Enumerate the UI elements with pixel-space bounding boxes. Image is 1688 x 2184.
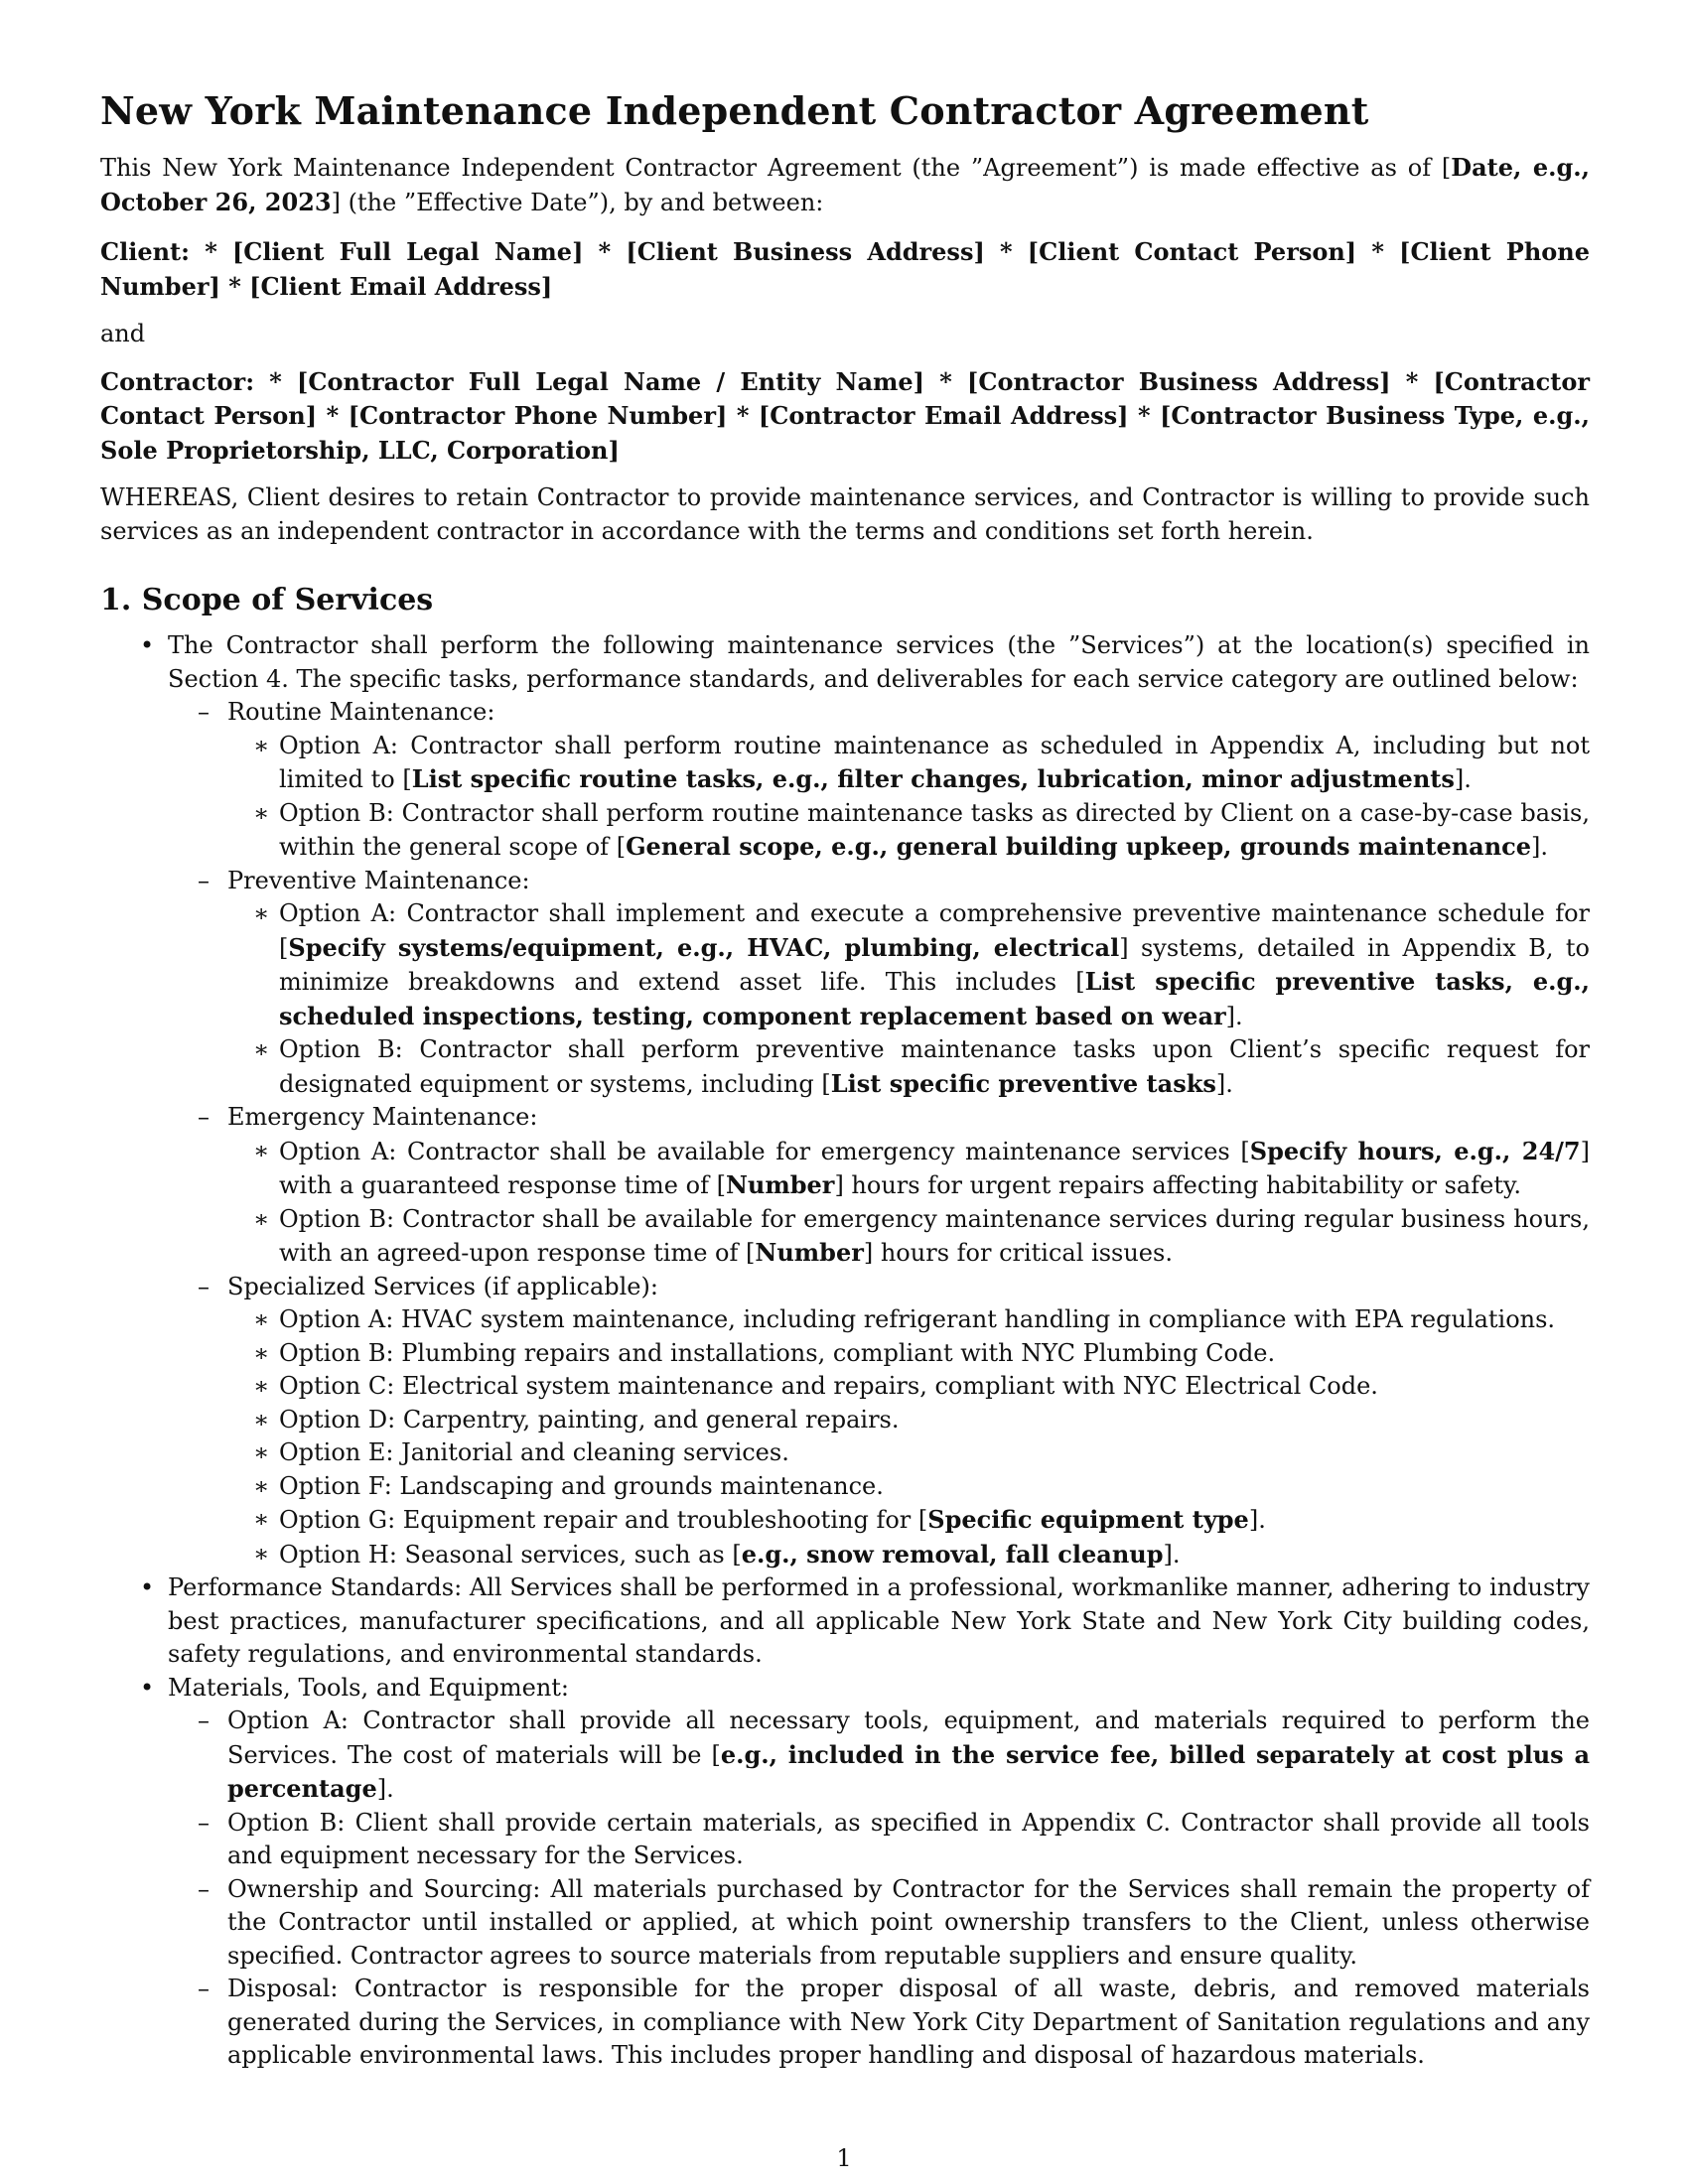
contractor-block — [100, 365, 1590, 469]
list-item: ∗ Option B: Plumbing repairs and installations, compliant with NYC Plumbing Code. — [227, 1337, 1590, 1371]
list-item: – Option B: Client shall provide certain materials, as specified in Appendix C. Contractor shall provide all tools and equipment necessary for the Services. — [198, 1808, 1590, 1869]
intro-paragraph: This New York Maintenance Independent Contractor Agreement (the ”Agreement”) is made effective as of [Date, e.g., October 26, 2023] (the ”Effective Date”), by and between: — [100, 153, 1590, 216]
list-item: ∗ Option B: Contractor shall be available for emergency maintenance services during regular business hours, with an agreed-upon response time of [Number] hours for critical issues. — [253, 1204, 1590, 1267]
star-marker: ∗ — [253, 1471, 270, 1500]
star-marker: ∗ — [253, 1372, 270, 1400]
section-heading-scope: 1. Scope of Services — [100, 583, 434, 617]
list-item: – Emergency Maintenance: ∗ Option A: Contractor shall be available for emergency maintenance services [Specify hours, e.g., 24/7] with a guaranteed response time of [Number] hours for urgent repairs affecting habitability or safety. ∗ Option B: Contractor shall be available for emergency maintenance services during regular business hours, with an agreed-upon response time of [Number] hours for critical issues. — [168, 1101, 1590, 1271]
client-details: * [Client Full Legal Name] * [Client Business Address] * [Client Contact Person] * [Client Phone Number] * [Client Email Address] — [100, 237, 1591, 301]
star-marker: ∗ — [253, 899, 270, 927]
star-marker: ∗ — [253, 1136, 270, 1164]
dash-marker: – — [198, 698, 210, 726]
dash-marker: – — [198, 866, 210, 894]
dash-marker: – — [198, 1272, 210, 1300]
list-item: ∗ Option B: Contractor shall perform preventive maintenance tasks upon Client’s specific request for designated equipment or systems, including [List specific preventive tasks]. — [253, 1035, 1590, 1098]
list-item: ∗ Option A: Contractor shall implement and execute a comprehensive preventive maintenance schedule for [Specify systems/equipment, e.g., HVAC, plumbing, electrical] systems, detailed in Appendix B, to minimize breakdowns and extend asset life. This includes [List specific preventive tasks, e.g., scheduled inspections, testing, component replacement based on wear]. — [253, 899, 1591, 1030]
bullet-marker: • — [140, 631, 155, 659]
star-marker: ∗ — [253, 798, 270, 827]
contractor-label: Contractor: — [100, 366, 255, 396]
list-item: ∗ Option B: Contractor shall perform routine maintenance tasks as directed by Client on a case-by-case basis, within the general scope of [General scope, e.g., general building upkeep, grounds maintenance]. — [253, 798, 1590, 861]
list-item: ∗ Option A: HVAC system maintenance, including refrigerant handling in compliance with EPA regulations. — [227, 1303, 1590, 1337]
list-item: • Materials, Tools, and Equipment: – Option A: Contractor shall provide all necessary tools, equipment, and materials required to perform the Services. The cost of materials will be [e.g., included in the service fee, billed separately at cost plus a percentage]. – Option B: Client shall provide certain materials, as specified in Appendix C. Contractor shall provide all tools and equipment necessary for the Services. – Ownership and Sourcing: All materials purchased by Contractor for the Services shall remain the property of the Contractor until installed or applied, at which point ownership transfers to the Client, unless otherwise specified. Contractor agrees to source materials from reputable suppliers and ensure quality. – Disposal: Contractor is responsible for the proper disposal of all waste, debris, and removed materials generated during the Services, in compliance with New York City Department of Sanitation regulations and any applicable environmental laws. This includes proper handling and disposal of hazardous materials. — [100, 1672, 1590, 2073]
dash-marker: – — [198, 1103, 210, 1131]
list-item: ∗ Option G: Equipment repair and troubleshooting for [Specific equipment type]. — [227, 1503, 1590, 1538]
list-item: ∗ Option H: Seasonal services, such as [e.g., snow removal, fall cleanup]. — [227, 1538, 1590, 1572]
document-title: New York Maintenance Independent Contractor Agreement — [100, 88, 1369, 133]
list-item: – Preventive Maintenance: ∗ Option A: Contractor shall implement and execute a comprehensive preventive maintenance schedule for [Specify systems/equipment, e.g., HVAC, plumbing, electrical] systems, detailed in Appendix B, to minimize breakdowns and extend asset life. This includes [List specific preventive tasks, e.g., scheduled inspections, testing, component replacement based on wear]. ∗ Option B: Contractor shall perform preventive maintenance tasks upon Client’s specific request for designated equipment or systems, including [List specific preventive tasks]. — [168, 865, 1590, 1102]
list-item: ∗ Option A: Contractor shall be available for emergency maintenance services [Specify hours, e.g., 24/7] with a guaranteed response time of [Number] hours for urgent repairs affecting habitability or safety. — [253, 1136, 1590, 1199]
list-item: – Option A: Contractor shall provide all necessary tools, equipment, and materials required to perform the Services. The cost of materials will be [e.g., included in the service fee, billed separately at cost plus a percentage]. — [198, 1706, 1590, 1803]
dash-marker: – — [198, 1808, 210, 1837]
star-marker: ∗ — [253, 1405, 270, 1433]
star-marker: ∗ — [253, 1035, 270, 1063]
star-marker: ∗ — [253, 1338, 270, 1367]
document-body — [100, 81, 1590, 2073]
star-marker: ∗ — [253, 1305, 270, 1333]
dash-marker: – — [198, 1874, 210, 1903]
list-item: • Performance Standards: All Services shall be performed in a professional, workmanlike manner, adhering to industry best practices, manufacturer specifications, and all applicable New York State and New York City building codes, safety regulations, and environmental standards. — [140, 1573, 1590, 1668]
page-number: 1 — [836, 2144, 852, 2172]
list-item: – Routine Maintenance: ∗ Option A: Contractor shall perform routine maintenance as scheduled in Appendix A, including but not limited to [List specific routine tasks, e.g., filter changes, lubrication, minor adjustments]. ∗ Option B: Contractor shall perform routine maintenance tasks as directed by Client on a case-by-case basis, within the general scope of [General scope, e.g., general building upkeep, grounds maintenance]. — [168, 696, 1590, 865]
star-marker: ∗ — [253, 731, 270, 759]
star-marker: ∗ — [253, 1505, 270, 1533]
star-marker: ∗ — [253, 1204, 270, 1233]
list-item: – Specialized Services (if applicable): ∗ Option A: HVAC system maintenance, including refrigerant handling in compliance with EPA regulations. ∗ Option B: Plumbing repairs and installations, compliant with NYC Plumbing Code. ∗ Option C: Electrical system maintenance and repairs, compliant with NYC Electrical Code. ∗ Option D: Carpentry, painting, and general repairs. ∗ Option E: Janitorial and cleaning services. ∗ Option F: Landscaping and grounds maintenance. ∗ Option G: Equipment repair and troubleshooting for [Specific equipment type]. ∗ Option H: Seasonal services, such as [e.g., snow removal, fall cleanup]. — [168, 1271, 1590, 1572]
dash-marker: – — [198, 1706, 210, 1734]
star-marker: ∗ — [253, 1438, 270, 1466]
service-categories-list — [168, 696, 1590, 1571]
list-item: ∗ Option E: Janitorial and cleaning services. — [227, 1436, 1590, 1470]
list-item: ∗ Option C: Electrical system maintenance and repairs, compliant with NYC Electrical Code. — [227, 1370, 1590, 1404]
list-item: – Disposal: Contractor is responsible for the proper disposal of all waste, debris, and removed materials generated during the Services, in compliance with New York City Department of Sanitation regulations and any applicable environmental laws. This includes proper handling and disposal of hazardous materials. — [198, 1975, 1590, 2069]
list-item: ∗ Option D: Carpentry, painting, and general repairs. — [227, 1404, 1590, 1437]
bullet-marker: • — [140, 1673, 155, 1702]
and-text: and — [100, 320, 146, 347]
client-label: Client: — [100, 237, 190, 266]
client-block — [100, 235, 1590, 304]
list-item: • The Contractor shall perform the following maintenance services (the ”Services”) at the location(s) specified in Section 4. The specific tasks, performance standards, and deliverables for each service category are outlined below: – Routine Maintenance: ∗ Option A: Contractor shall perform routine maintenance as scheduled in Appendix A, including but not limited to [List specific routine tasks, e.g., filter changes, lubrication, minor adjustments]. ∗ Option B: Contractor shall perform routine maintenance tasks as directed by Client on a case-by-case basis, within the general scope of [General scope, e.g., general building upkeep, grounds maintenance]. – Preventive Maintenance: ∗ Option A: Contractor shall implement and execute a comprehensive preventive maintenance schedule for [Specify systems/equipment, e.g., HVAC, plumbing, electrical] systems, detailed in Appendix B, to minimize breakdowns and extend asset life. This includes [List specific preventive tasks, e.g., scheduled inspections, testing, component replacement based on wear]. ∗ Option B: Contractor shall perform preventive maintenance tasks upon Client’s specific request for designated equipment or systems, including [List specific preventive tasks]. – Emergency Maintenance: ∗ Option A: Contractor shall be available for emergency maintenance services [Specify hours, e.g., 24/7] with a guaranteed response time of [Number] hours for urgent repairs affecting habitability or safety. ∗ Option B: Contractor shall be available for emergency maintenance services during regular business hours, with an agreed-upon response time of [Number] hours for critical issues. – Specialized Services (if applicable): ∗ Option A: HVAC system maintenance, including refrigerant handling in compliance with EPA regulations. ∗ Option B: Plumbing repairs and installations, compliant with NYC Plumbing Code. ∗ Option C: Electrical system maintenance and repairs, compliant with NYC Electrical Code. ∗ Option D: Carpentry, painting, and general repairs. ∗ Option E: Janitorial and cleaning services. ∗ Option F: Landscaping and grounds maintenance. ∗ Option G: Equipment repair and troubleshooting for [Specific equipment type]. ∗ Option H: Seasonal services, such as [e.g., snow removal, fall cleanup]. — [100, 629, 1590, 1571]
whereas-paragraph: WHEREAS, Client desires to retain Contractor to provide maintenance services, and Contractor is willing to provide such services as an independent contractor in accordance with the terms and conditions set forth herein. — [100, 483, 1590, 545]
scope-list — [100, 629, 1590, 2073]
bullet-marker: • — [140, 1573, 155, 1601]
contractor-details: * [Contractor Full Legal Name / Entity Name] * [Contractor Business Address] * [Contractor Contact Person] * [Contractor Phone Number] * [Contractor Email Address] * [Contractor Business Type, e.g., Sole Proprietorship, LLC, Corporation] — [100, 366, 1590, 465]
list-item: – Ownership and Sourcing: All materials purchased by Contractor for the Services shall remain the property of the Contractor until installed or applied, at which point ownership transfers to the Client, unless otherwise specified. Contractor agrees to source materials from reputable suppliers and ensure quality. — [198, 1874, 1590, 1970]
list-item: ∗ Option A: Contractor shall perform routine maintenance as scheduled in Appendix A, including but not limited to [List specific routine tasks, e.g., filter changes, lubrication, minor adjustments]. — [253, 731, 1590, 793]
dash-marker: – — [198, 1975, 210, 2002]
star-marker: ∗ — [253, 1539, 270, 1568]
list-item: ∗ Option F: Landscaping and grounds maintenance. — [227, 1470, 1590, 1504]
